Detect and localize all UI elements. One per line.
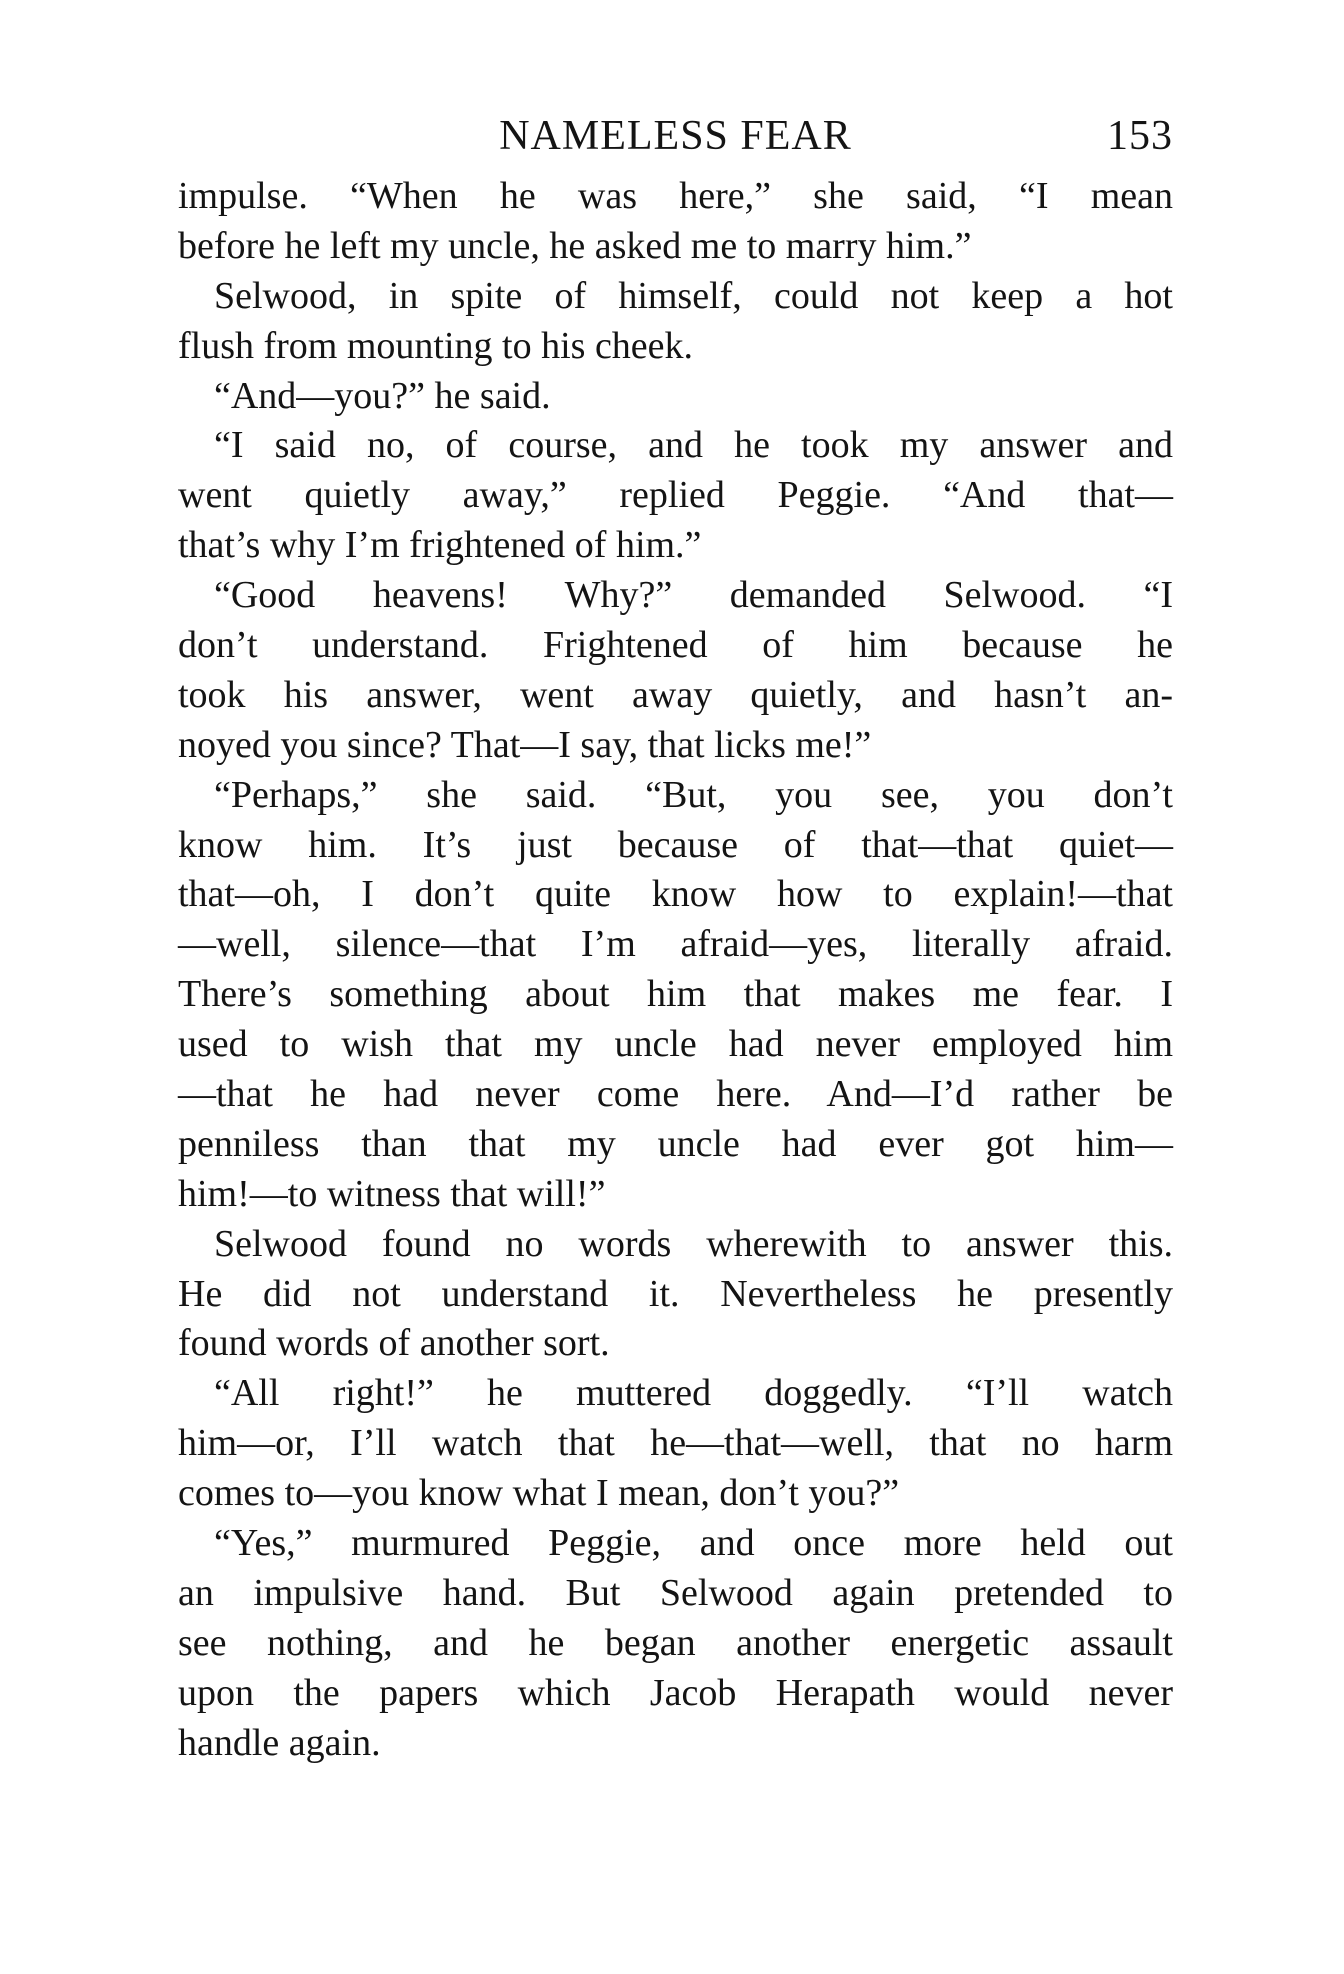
text-line: an impulsive hand. But Selwood again pretended to [178,1571,1173,1614]
text-line: “Yes,” murmured Peggie, and once more held out [214,1522,1173,1565]
text-line: “And—you?” he said. [214,374,551,417]
text-line: him—or, I’ll watch that he—that—well, that no harm [178,1422,1173,1465]
text-line: noyed you since? That—I say, that licks me!” [178,723,872,766]
text-line: used to wish that my uncle had never employed him [178,1023,1173,1066]
text-line: There’s something about him that makes me fear. I [178,973,1173,1016]
text-line: that—oh, I don’t quite know how to explain!—that [178,873,1173,916]
text-line: flush from mounting to his cheek. [178,324,694,367]
text-line: that’s why I’m frightened of him.” [178,524,702,567]
text-line: “Good heavens! Why?” demanded Selwood. “I [214,574,1173,617]
text-line: found words of another sort. [178,1322,610,1365]
text-line: went quietly away,” replied Peggie. “And that— [178,474,1173,517]
text-line: know him. It’s just because of that—that quiet— [178,823,1173,866]
text-line: him!—to witness that will!” [178,1172,606,1215]
text-line: “I said no, of course, and he took my answer and [214,424,1173,467]
text-line: “All right!” he muttered doggedly. “I’ll watch [214,1372,1173,1415]
text-line: upon the papers which Jacob Herapath would never [178,1671,1173,1714]
text-line: —well, silence—that I’m afraid—yes, literally afraid. [178,923,1173,966]
text-line: —that he had never come here. And—I’d rather be [178,1073,1173,1116]
page-header [178,112,1173,172]
text-line: handle again. [178,1721,381,1764]
text-line: see nothing, and he began another energetic assault [178,1621,1173,1664]
text-line: comes to—you know what I mean, don’t you?” [178,1472,900,1515]
text-line: “Perhaps,” she said. “But, you see, you don’t [214,773,1173,816]
text-line: don’t understand. Frightened of him because he [178,624,1173,667]
text-line: took his answer, went away quietly, and hasn’t an- [178,673,1173,716]
page-number: 153 [1107,113,1173,159]
text-line: before he left my uncle, he asked me to marry him.” [178,224,972,267]
text-line: Selwood, in spite of himself, could not keep a hot [214,274,1173,317]
running-title: NAMELESS FEAR [499,113,852,159]
text-line: impulse. “When he was here,” she said, “I mean [178,175,1173,217]
text-line: penniless than that my uncle had ever got him— [178,1122,1173,1165]
text-line: Selwood found no words wherewith to answer this. [214,1222,1173,1265]
body-text [178,172,1173,1769]
text-line: He did not understand it. Nevertheless he presently [178,1272,1173,1315]
